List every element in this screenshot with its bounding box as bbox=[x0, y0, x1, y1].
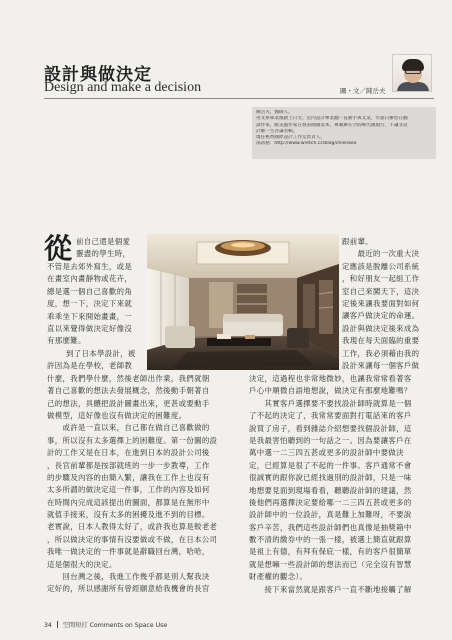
text-line: 設計來讓每一個客戶做 bbox=[342, 360, 420, 370]
text-column-a bbox=[76, 236, 146, 261]
text-line: 我現在每天面臨的重要 bbox=[342, 336, 420, 346]
drop-cap: 從 bbox=[44, 232, 73, 265]
bio-line: 計師一生評論者輯。 bbox=[256, 128, 298, 134]
text-line: 工作，我必須藉由我的 bbox=[342, 348, 420, 358]
text-line: 地想要見面到現場看看，聽聽設計師的建議，然 bbox=[249, 485, 412, 495]
text-line: 最近的一次重大決 bbox=[342, 249, 420, 259]
text-line: 有那麼難。 bbox=[47, 336, 86, 346]
page-footer bbox=[44, 620, 167, 629]
text-line: 什麼，我們學什麼，然後老師出作業，我們就朝 bbox=[47, 373, 210, 383]
text-line: 在時間內完成這該提出的圖面，都算是在無形中 bbox=[47, 497, 210, 507]
text-line: 是我最害怕聽到的一句話之一。因為要讓客戶在 bbox=[249, 435, 412, 445]
text-line: 前自己還是個愛 bbox=[76, 237, 131, 246]
text-line: 很誠實的跟你說已經找過別的設計師，只是一味 bbox=[249, 473, 412, 483]
text-line: 數不清的繳券中的一張一樣，被選上簡直就跟算 bbox=[249, 535, 412, 545]
text-line: 了不起的決定了，我常常要面對打電話來的客戶 bbox=[249, 411, 412, 421]
text-line: 靈盡的學生時， bbox=[76, 249, 131, 259]
text-line: 度，想一下，決定下來就 bbox=[47, 299, 133, 309]
text-line: 設計與做決定後來成為 bbox=[342, 323, 420, 333]
bio-line: 陳岳夫，醫師人。 bbox=[256, 110, 293, 115]
text-line: 是祖上有德，有拜有保庇一樣，有的客戶很簡單 bbox=[249, 547, 412, 557]
text-line: 就是想嘛一些設計師的想法而已（完全沒有智慧 bbox=[249, 559, 412, 569]
text-line: 許因為是在學校，老師教 bbox=[47, 361, 133, 371]
text-line: 說買了房子，看到雜誌介紹想要找個設計師，這 bbox=[249, 423, 412, 433]
text-line: 跟前輩。 bbox=[342, 237, 373, 246]
text-line: 計的工作又是在日本，在進到日本的設計公司後 bbox=[47, 448, 210, 458]
text-line: 就值手接來，沒有太多的困擾及進不到的目標。 bbox=[47, 510, 210, 520]
column-name-zh: 空間短打 bbox=[62, 622, 88, 629]
page-number: 34 bbox=[44, 622, 52, 629]
text-line: 我唯一做決定的一件事就是辭職回台灣，哈哈， bbox=[47, 547, 210, 557]
text-column-b bbox=[47, 348, 243, 596]
text-line: 定應該是脫離公司系統 bbox=[342, 261, 420, 271]
text-column-d bbox=[249, 373, 438, 596]
text-column-a-cont bbox=[47, 261, 146, 348]
article-subtitle-english: Design and make a decision bbox=[44, 80, 202, 95]
text-line: 回台灣之後，我進工作幾乎都是別人幫我決 bbox=[47, 572, 210, 582]
bio-line: 現任桃香國際設計工作室負責人。 bbox=[256, 135, 325, 141]
article-title: 設計與做決定 bbox=[44, 65, 152, 85]
bio-line: 英文系畢業後踏上日文、室內設計專業翻一直動手與文業，年旅日辦您在翻 bbox=[256, 116, 408, 122]
text-line: 或許是一直以來，自己都在做自己喜歡做的 bbox=[47, 423, 210, 433]
text-line: 事，所以沒有太多選擇上的困難度。第一份圖的設 bbox=[47, 435, 218, 445]
text-line: 在畫室內畫靜物或花卉， bbox=[47, 274, 133, 284]
text-column-c bbox=[342, 236, 438, 372]
text-line: 這是個很大的決定。 bbox=[47, 559, 117, 569]
text-line: 客戶辛苦，我們這些設計師們也真像是抽獎箱中 bbox=[249, 522, 412, 532]
text-line: 不管是去郊外寫生，或是 bbox=[47, 262, 133, 271]
text-line: 老實說，日本人教得太好了，或許我也算是較老老 bbox=[47, 522, 218, 532]
text-line: 著自己喜歡的想法去發展概念，然後動手朝著自 bbox=[47, 386, 210, 396]
text-line: 己的想法，具體把設計圖畫出來，更甚或要動手 bbox=[47, 398, 210, 408]
footer-divider bbox=[57, 621, 58, 628]
text-line: 戶心中順微自語地想說，做決定有那麼地難嗎？ bbox=[249, 386, 412, 396]
text-line: 定後來讓我要面對如何 bbox=[342, 298, 420, 308]
column-name-en: Comments on Space Use bbox=[89, 622, 168, 629]
text-line: 定，已經算是很了不起的一件事。客戶通常不會 bbox=[249, 460, 412, 470]
text-line: 做模型，這好像也沒有做決定的困難度。 bbox=[47, 410, 187, 420]
text-line: ，和好朋友一起組工作 bbox=[342, 274, 420, 284]
author-bio-box bbox=[252, 107, 436, 159]
text-line: 定好的，所以感謝所有曾經願意給我機會的長官 bbox=[47, 584, 210, 594]
text-line: 乖乖坐下來開始畫畫，一 bbox=[47, 311, 133, 321]
bio-line: 譯作家，歐美風作家在發表國國基本，專載舞在空間專出國現行，不讓非設 bbox=[256, 122, 408, 128]
title-divider bbox=[44, 98, 434, 99]
text-line: 設計師中的一位設計，真是難上加難呀，不要說 bbox=[249, 510, 412, 520]
text-line: 的步驟及內容的由簡入繁，讓我在工作上也沒有 bbox=[47, 472, 210, 482]
text-line: 到了日本學設計，被 bbox=[66, 349, 136, 358]
author-portrait bbox=[392, 54, 432, 92]
text-line: 總是選一個自己喜歡的角 bbox=[47, 286, 133, 296]
text-line: 室自己來闖天下，這決 bbox=[342, 286, 420, 296]
text-line: 直以來覺得做決定好像沒 bbox=[47, 323, 133, 333]
text-line: 太多所謂的做決定這一件事，工作的內容及如何 bbox=[47, 485, 210, 495]
text-line: 讓客戶做決定的命運。 bbox=[342, 311, 420, 321]
text-line: 後他們再選擇決定要給哪一二三四五甚或更多的 bbox=[249, 497, 412, 507]
bio-line: 部落格：http://www.wretch.cc/blog/chienkeo bbox=[256, 141, 357, 147]
text-line: 決定，這過程也非常地微妙，也讓我常常看著客 bbox=[249, 374, 412, 383]
text-line: 萬中選一二三四五甚或更多的設計師中要做決 bbox=[249, 448, 404, 458]
author-credit: 圖・文／陳岳夫 bbox=[340, 87, 386, 95]
text-line: 接下來當然就是跟客戶一直不斷地接觸了解 bbox=[249, 584, 412, 594]
text-line: 財產權的觀念）。 bbox=[249, 572, 308, 582]
text-line: 其實客戶選擇要不要找設計師時就算是一個 bbox=[249, 398, 412, 408]
text-line: ，所以做決定的事情有沒要做或不做，在日本公司 bbox=[47, 534, 218, 544]
text-line: ，長官前輩都是按部就班的一步一步教導，工作 bbox=[47, 460, 210, 470]
